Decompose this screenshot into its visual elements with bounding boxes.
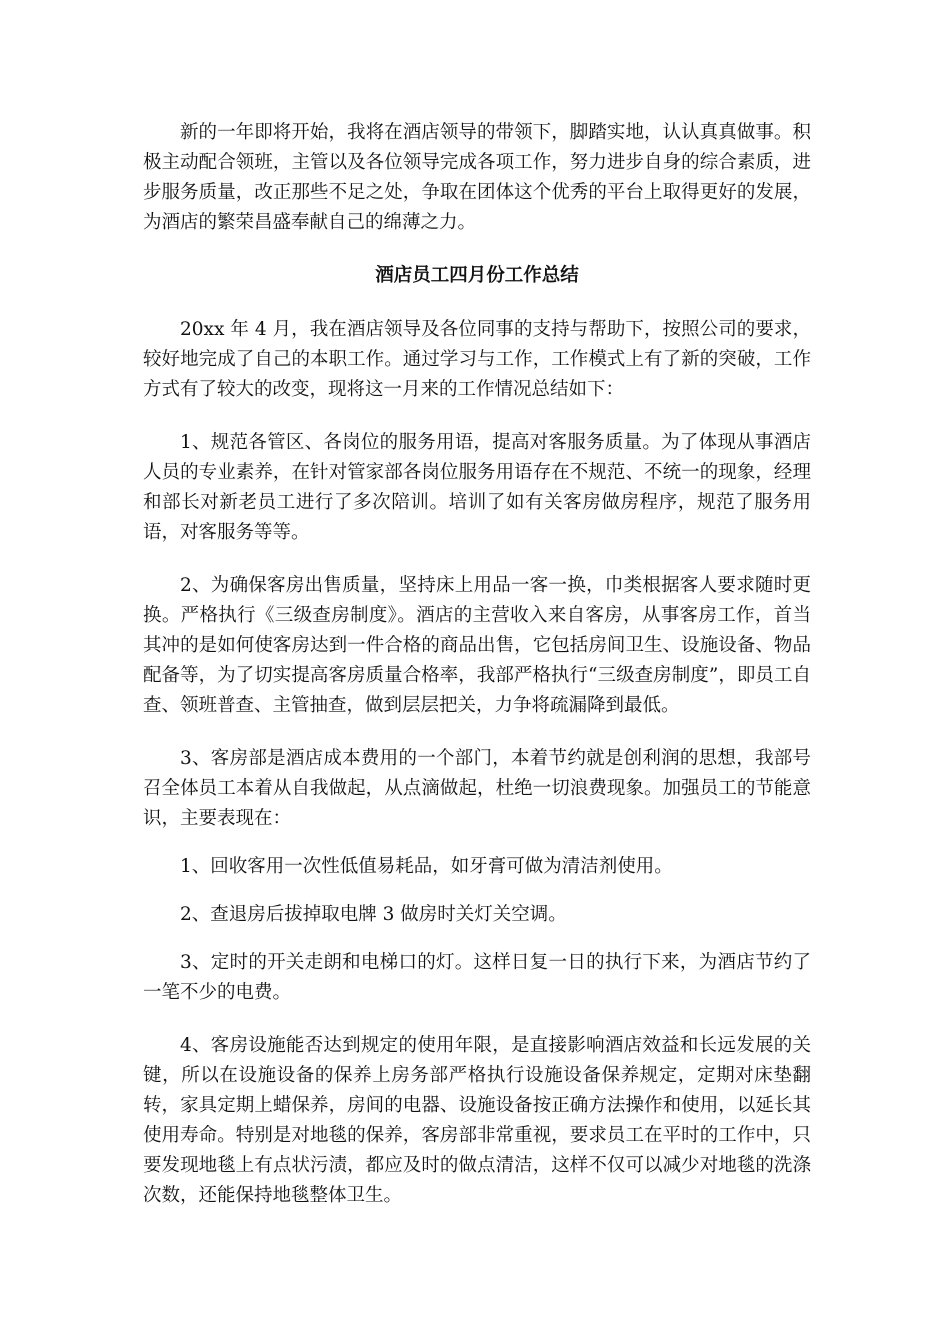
list-item-amenities: 1、回收客用一次性低值易耗品，如牙膏可做为清洁剂使用。 (180, 856, 673, 877)
paragraph-room-quality: 2、为确保客房出售质量，坚持床上用品一客一换，巾类根据客人要求随时更换。严格执行《三级查房制度》。酒店的主营收入来自客房，从事客房工作，首当其冲的是如何使客房达到一件合格的商品出售，它包括房间卫生、设施设备、物品配备等，为了切实提高客房质量合格率，我部严格执行“三级查房制度”，即员工自查、领班普查、主管抽查，做到层层把关，力争将疏漏降到最低。 (143, 575, 811, 716)
paragraph-facility-maintenance: 4、客房设施能否达到规定的使用年限，是直接影响酒店效益和长远发展的关键，所以在设施设备的保养上房务部严格执行设施设备保养规定，定期对床垫翻转，家具定期上蜡保养，房间的电器、设施设备按正确方法操作和使用，以延长其使用寿命。特别是对地毯的保养，客房部非常重视，要求员工在平时的工作中，只要发现地毯上有点状污渍，都应及时的做点清洁，这样不仅可以减少对地毯的洗涤次数，还能保持地毯整体卫生。 (143, 1035, 811, 1206)
document-title: 酒店员工四月份工作总结 (375, 265, 579, 286)
intro-paragraph: 新的一年即将开始，我将在酒店领导的带领下，脚踏实地，认认真真做事。积极主动配合领班，主管以及各位领导完成各项工作，努力进步自身的综合素质，进步服务质量，改正那些不足之处，争取在团体这个优秀的平台上取得更好的发展，为酒店的繁荣昌盛奉献自己的绵薄之力。 (143, 122, 811, 233)
list-item-lights: 3、定时的开关走朗和电梯口的灯。这样日复一日的执行下来，为酒店节约了一笔不少的电费。 (143, 952, 811, 1003)
paragraph-overview: 20xx 年 4 月，我在酒店领导及各位同事的支持与帮助下，按照公司的要求，较好地完成了自己的本职工作。通过学习与工作，工作模式上有了新的突破，工作方式有了较大的改变，现将这一月来的工作情况总结如下： (143, 319, 811, 400)
list-item-power-card: 2、查退房后拔掉取电牌 3 做房时关灯关空调。 (180, 904, 567, 925)
paragraph-service-language: 1、规范各管区、各岗位的服务用语，提高对客服务质量。为了体现从事酒店人员的专业素养，在针对管家部各岗位服务用语存在不规范、不统一的现象，经理和部长对新老员工进行了多次陪训。培训了如有关客房做房程序，规范了服务用语，对客服务等等。 (143, 432, 811, 543)
document-page (143, 118, 811, 1234)
paragraph-cost-saving: 3、客房部是酒店成本费用的一个部门，本着节约就是创利润的思想，我部号召全体员工本着从自我做起，从点滴做起，杜绝一切浪费现象。加强员工的节能意识，主要表现在： (143, 748, 811, 829)
